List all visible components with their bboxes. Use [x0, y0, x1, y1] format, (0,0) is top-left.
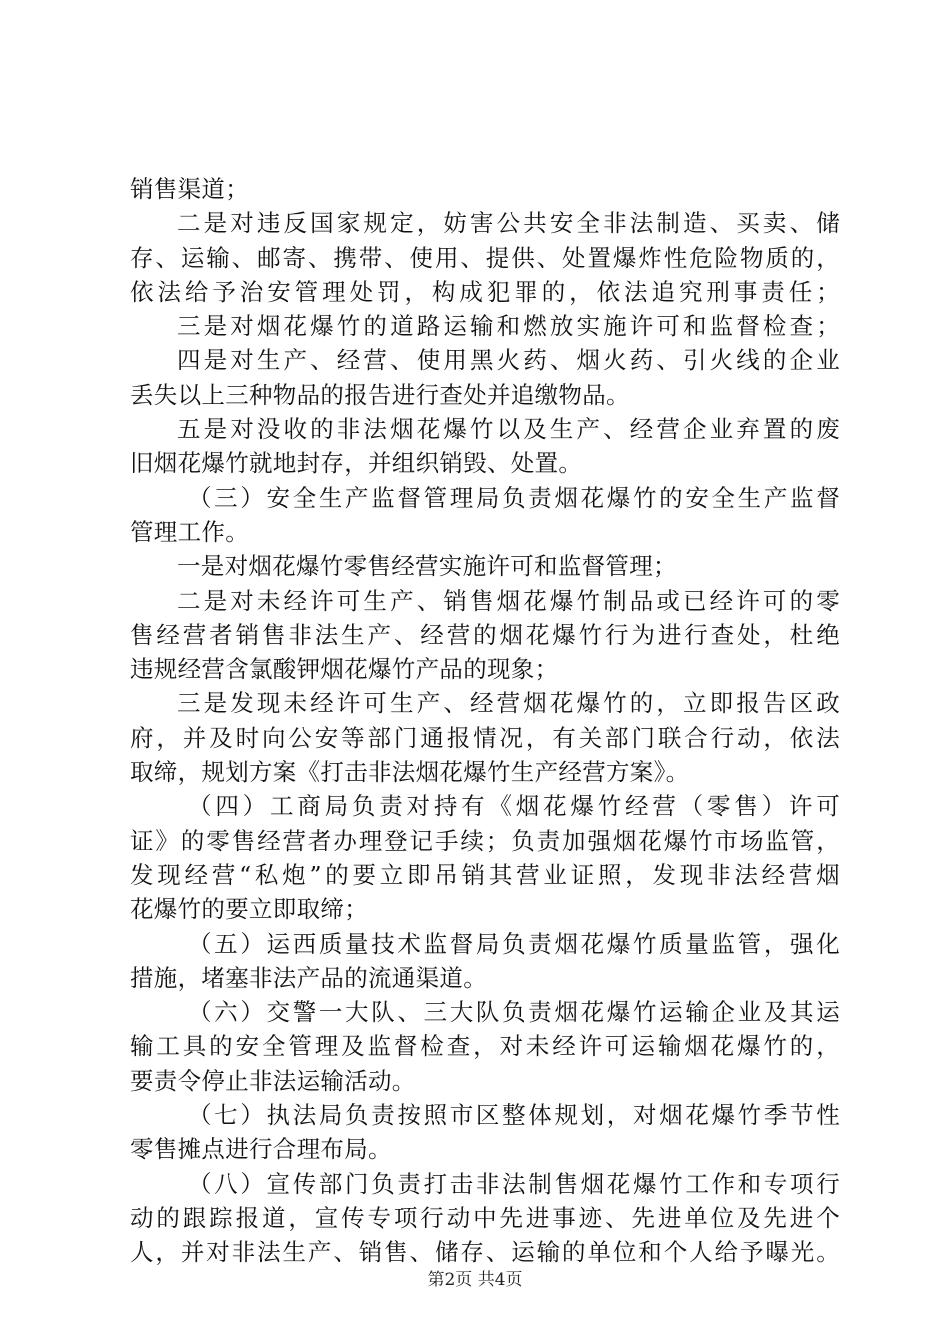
text-line: 违规经营含氯酸钾烟花爆竹产品的现象； [130, 655, 559, 684]
text-line: 二是对未经许可生产、销售烟花爆竹制品或已经许可的零 [177, 586, 840, 615]
text-line: 人，并对非法生产、销售、储存、运输的单位和个人给予曝光。 [130, 1238, 840, 1267]
text-line: 三是发现未经许可生产、经营烟花爆竹的，立即报告区政 [177, 689, 840, 718]
text-line: 丢失以上三种物品的报告进行查处并追缴物品。 [130, 380, 630, 409]
text-line: 取缔，规划方案《打击非法烟花爆竹生产经营方案》。 [130, 758, 690, 787]
page-number-footer: 第2页 共4页 [427, 1270, 523, 1290]
text-line: 发现经营“私炮”的要立即吊销其营业证照，发现非法经营烟 [130, 860, 840, 889]
text-line: 依法给予治安管理处罚，构成犯罪的，依法追究刑事责任； [130, 277, 840, 306]
text-line: （七）执法局负责按照市区整体规划，对烟花爆竹季节性 [188, 1101, 840, 1130]
document-body [130, 172, 840, 1270]
text-line: （八）宣传部门负责打击非法制售烟花爆竹工作和专项行 [188, 1169, 840, 1198]
text-line: 三是对烟花爆竹的道路运输和燃放实施许可和监督检查； [177, 312, 840, 341]
text-line: 存、运输、邮寄、携带、使用、提供、处置爆炸性危险物质的， [130, 243, 840, 272]
text-line: 二是对违反国家规定，妨害公共安全非法制造、买卖、储 [177, 209, 840, 238]
text-line: （四）工商局负责对持有《烟花爆竹经营（零售）许可 [188, 792, 840, 821]
text-line: 花爆竹的要立即取缔； [130, 895, 368, 924]
text-line: 五是对没收的非法烟花爆竹以及生产、经营企业弃置的废 [177, 415, 840, 444]
text-line: 管理工作。 [130, 517, 249, 546]
text-line: 销售渠道； [130, 175, 249, 203]
text-line: 要责令停止非法运输活动。 [130, 1066, 416, 1095]
text-line: 动的跟踪报道，宣传专项行动中先进事迹、先进单位及先进个 [130, 1203, 840, 1232]
text-line: 输工具的安全管理及监督检查，对未经许可运输烟花爆竹的， [130, 1032, 840, 1061]
text-line: （五）运西质量技术监督局负责烟花爆竹质量监管，强化 [188, 929, 840, 958]
text-line: 措施，堵塞非法产品的流通渠道。 [130, 963, 487, 992]
text-line: 四是对生产、经营、使用黑火药、烟火药、引火线的企业 [177, 346, 840, 375]
text-line: 售经营者销售非法生产、经营的烟花爆竹行为进行查处，杜绝 [130, 620, 840, 649]
text-line: 府，并及时向公安等部门通报情况，有关部门联合行动，依法 [130, 723, 840, 752]
text-line: （三）安全生产监督管理局负责烟花爆竹的安全生产监督 [188, 483, 840, 512]
text-line: 一是对烟花爆竹零售经营实施许可和监督管理； [177, 552, 677, 581]
text-line: （六）交警一大队、三大队负责烟花爆竹运输企业及其运 [188, 998, 840, 1027]
text-line: 旧烟花爆竹就地封存，并组织销毁、处置。 [130, 449, 583, 478]
text-line: 证》的零售经营者办理登记手续；负责加强烟花爆竹市场监管， [130, 826, 840, 855]
text-line: 零售摊点进行合理布局。 [130, 1135, 392, 1164]
